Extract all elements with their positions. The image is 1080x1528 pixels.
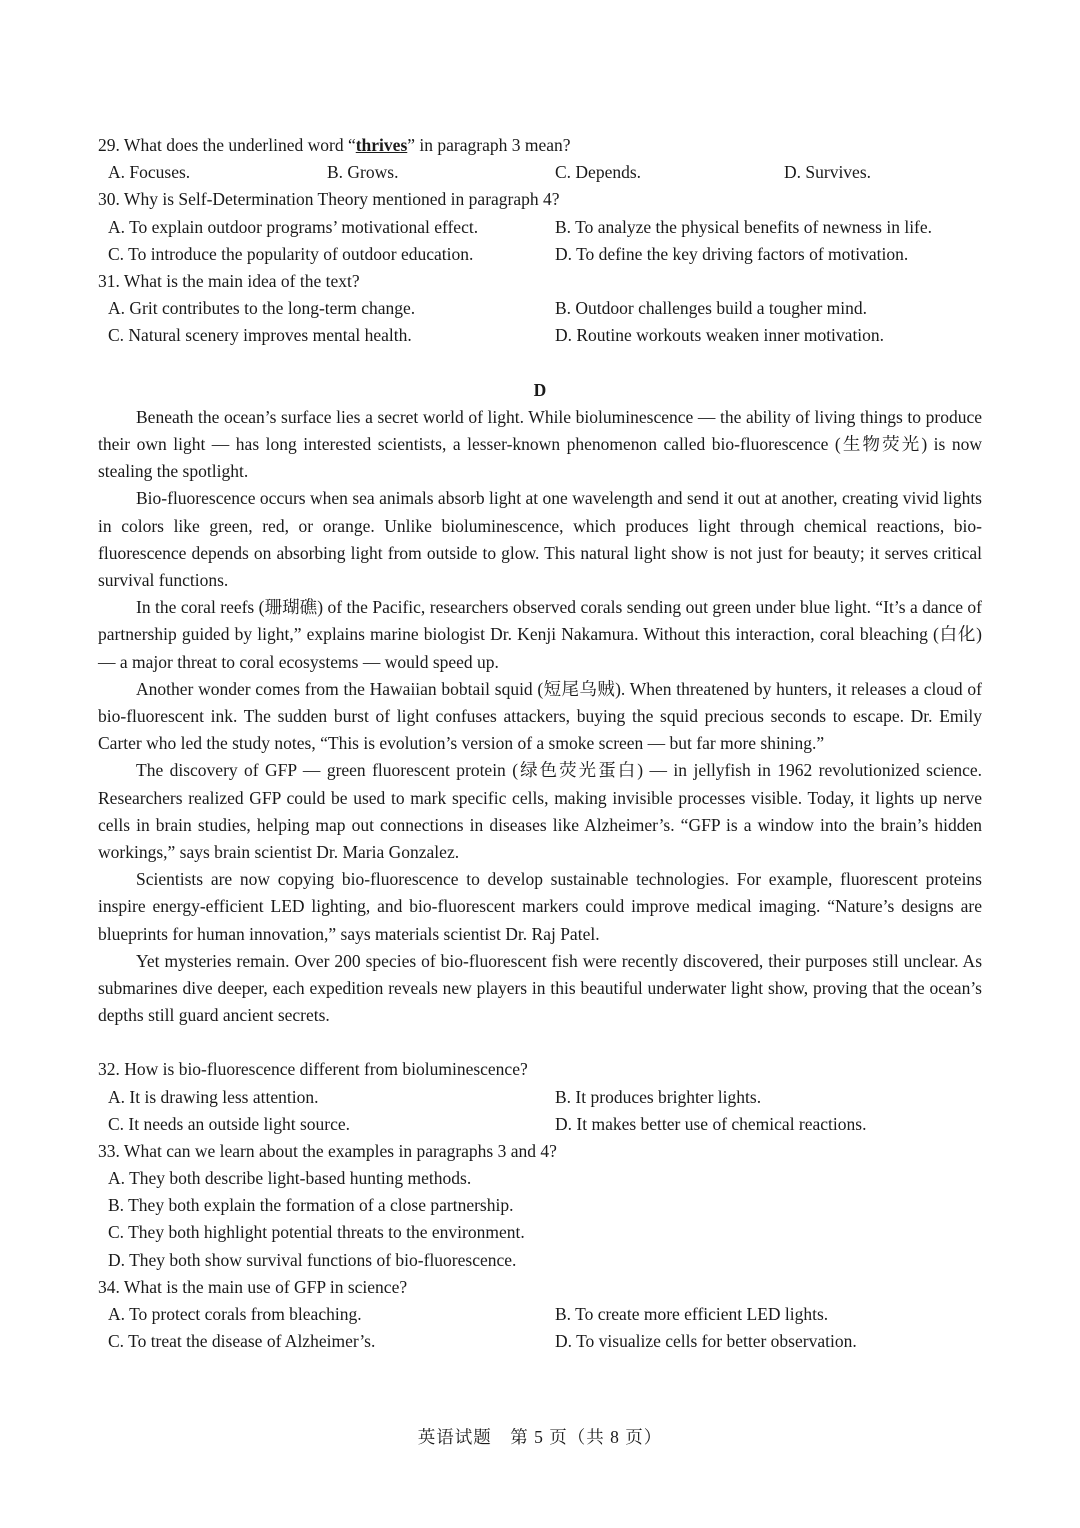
question-31-options-row-2 [98,322,982,349]
question-29-stem [98,132,982,159]
option-c: C. To introduce the popularity of outdoor education. [108,243,474,264]
question-32-stem: 32. How is bio-fluorescence different from bioluminescence? [98,1059,528,1080]
option-d: D. It makes better use of chemical reactions. [555,1113,867,1134]
passage-paragraph-5: The discovery of GFP — green fluorescent protein (绿色荧光蛋白) — in jellyfish in 1962 revolutionized science. Researchers realized GFP could be used to mark specific cells, making invisible processes visible. Today, it lights up nerve cells in brain studies, helping map out connections in diseases like Alzheimer’s. “GFP is a window into the brain’s hidden workings,” says brain scientist Dr. Maria Gonzalez. [98,760,982,862]
question-30-stem: 30. Why is Self-Determination Theory mentioned in paragraph 4? [98,189,560,210]
question-29-options [98,159,982,186]
question-34-options-row-2 [98,1328,982,1355]
option-b: B. Outdoor challenges build a tougher mind. [555,298,868,319]
option-a: A. To protect corals from bleaching. [108,1304,362,1325]
question-33-stem: 33. What can we learn about the examples in paragraphs 3 and 4? [98,1140,557,1161]
page-footer: 英语试题 第 5 页（共 8 页） [417,1427,663,1447]
option-c: C. Depends. [555,162,642,183]
passage-paragraph-4: Another wonder comes from the Hawaiian bobtail squid (短尾乌贼). When threatened by hunters, it releases a cloud of bio-fluorescent ink. The sudden burst of light confuses attackers, buying the squid precious seconds to escape. Dr. Emily Carter who led the study notes, “This is evolution’s version of a smoke screen — but far more shining.” [98,678,982,754]
option-c: C. They both highlight potential threats to the environment. [108,1222,525,1243]
option-d: D. To define the key driving factors of motivation. [555,243,909,264]
question-34-options-row-1 [98,1301,982,1328]
question-31-stem: 31. What is the main idea of the text? [98,270,360,291]
passage-title: D [533,379,547,400]
option-d: D. They both show survival functions of bio-fluorescence. [108,1249,517,1270]
question-29-stem-prefix: 29. What does the underlined word “ [98,135,356,155]
option-a: A. Grit contributes to the long-term change. [108,298,416,319]
passage-paragraph-1: Beneath the ocean’s surface lies a secret world of light. While bioluminescence — the ability of living things to produce their own light — has long interested scientists, a lesser-known phenomenon called bio-fluorescence (生物荧光) is now stealing the spotlight. [98,406,982,482]
question-31-options-row-1 [98,295,982,322]
question-30-options-row-2 [98,241,982,268]
option-a: A. Focuses. [108,162,191,183]
option-a: A. They both describe light-based hunting methods. [108,1168,472,1189]
option-d: D. To visualize cells for better observation. [555,1331,857,1352]
underlined-word: thrives [355,135,408,155]
question-32-options-row-2 [98,1111,982,1138]
passage-paragraph-6: Scientists are now copying bio-fluorescence to develop sustainable technologies. For example, fluorescent proteins inspire energy-efficient LED lighting, and bio-fluorescent markers could improve medical imaging. “Nature’s designs are blueprints for human innovation,” says materials scientist Dr. Raj Patel. [98,869,982,944]
option-c: C. It needs an outside light source. [108,1113,351,1134]
spacer [98,1029,982,1056]
passage-paragraph-3: In the coral reefs (珊瑚礁) of the Pacific, researchers observed corals sending out green under blue light. “It’s a dance of partnership guided by light,” explains marine biologist Dr. Kenji Nakamura. Without this interaction, coral bleaching (白化) — a major threat to coral ecosystems — would speed up. [98,597,982,672]
question-29-stem-suffix: ” in paragraph 3 mean? [407,135,571,155]
question-32-options-row-1 [98,1084,982,1111]
question-30-options-row-1 [98,214,982,241]
option-a: A. To explain outdoor programs’ motivational effect. [108,216,479,237]
passage-paragraph-7: Yet mysteries remain. Over 200 species of bio-fluorescent fish were recently discovered, their purposes still unclear. As submarines dive deeper, each expedition reveals new players in this beautiful underwater light show, proving that the ocean’s depths still guard ancient secrets. [98,950,982,1026]
option-d: D. Survives. [784,162,872,183]
exam-page [98,132,982,1355]
option-b: B. To create more efficient LED lights. [555,1304,829,1325]
option-a: A. It is drawing less attention. [108,1086,319,1107]
option-b: B. They both explain the formation of a close partnership. [108,1195,514,1216]
option-b: B. It produces brighter lights. [555,1086,762,1107]
passage-paragraph-2: Bio-fluorescence occurs when sea animals absorb light at one wavelength and send it out at another, creating vivid lights in colors like green, red, or orange. Unlike bioluminescence, which produces light through chemical reactions, bio-fluorescence depends on absorbing light from outside to glow. This natural light show is not just for beauty; it serves critical survival functions. [98,488,982,590]
option-d: D. Routine workouts weaken inner motivation. [555,325,885,346]
option-c: C. Natural scenery improves mental health. [108,325,412,346]
option-b: B. Grows. [327,162,399,183]
option-c: C. To treat the disease of Alzheimer’s. [108,1331,376,1352]
question-34-stem: 34. What is the main use of GFP in science? [98,1276,408,1297]
option-b: B. To analyze the physical benefits of newness in life. [555,216,933,237]
